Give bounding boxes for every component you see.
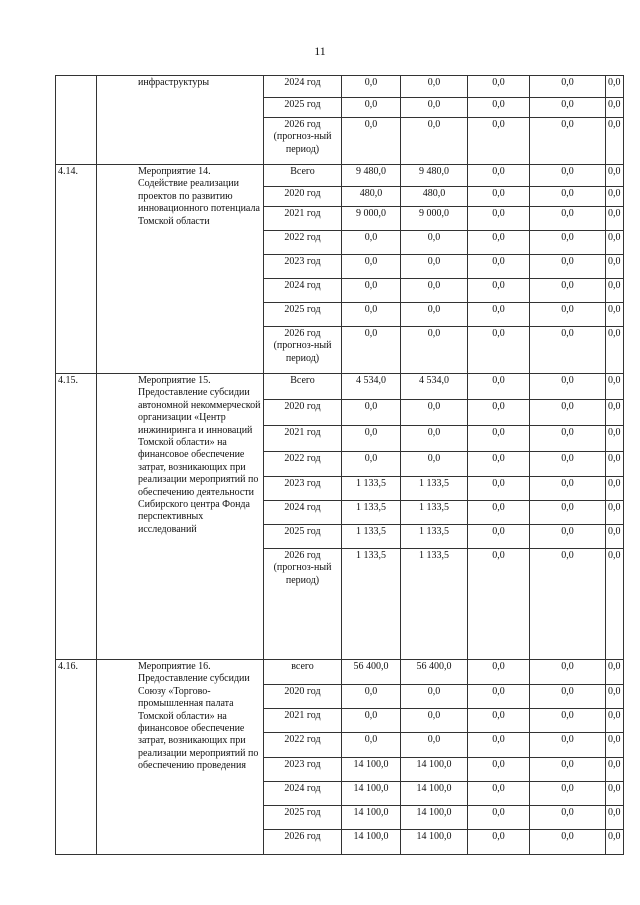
- value-cell: 0,0: [530, 279, 606, 303]
- period-cell: 2025 год: [264, 525, 342, 549]
- value-cell: 0,0: [342, 327, 401, 374]
- value-cell: 0,0: [401, 231, 468, 255]
- period-cell: 2024 год: [264, 279, 342, 303]
- value-cell: 0,0: [468, 660, 530, 685]
- value-cell: 0,0: [606, 549, 624, 660]
- value-cell: 0,0: [530, 374, 606, 400]
- value-cell: 0,0: [606, 830, 624, 855]
- value-cell: 0,0: [468, 501, 530, 525]
- period-cell: 2025 год: [264, 98, 342, 118]
- period-cell: 2025 год: [264, 303, 342, 327]
- value-cell: 0,0: [468, 255, 530, 279]
- value-cell: 0,0: [606, 279, 624, 303]
- item-description: Мероприятие 16. Предоставление субсидии Союзу «Торгово-промышленная палата Томской области» на финансовое обеспечение затрат, возникающих при реализации мероприятий по обеспечению проведения: [97, 660, 264, 855]
- value-cell: 0,0: [468, 400, 530, 426]
- value-cell: 0,0: [530, 98, 606, 118]
- value-cell: 0,0: [530, 782, 606, 806]
- value-cell: 0,0: [401, 733, 468, 758]
- value-cell: 0,0: [530, 452, 606, 477]
- value-cell: 0,0: [606, 187, 624, 207]
- value-cell: 0,0: [530, 400, 606, 426]
- value-cell: 0,0: [606, 660, 624, 685]
- item-number: [56, 76, 97, 165]
- value-cell: 0,0: [468, 525, 530, 549]
- value-cell: 0,0: [468, 426, 530, 452]
- value-cell: 0,0: [530, 685, 606, 709]
- value-cell: 14 100,0: [401, 830, 468, 855]
- value-cell: 0,0: [606, 76, 624, 98]
- value-cell: 0,0: [468, 76, 530, 98]
- value-cell: 0,0: [342, 426, 401, 452]
- value-cell: 9 480,0: [401, 165, 468, 187]
- value-cell: 0,0: [468, 709, 530, 733]
- value-cell: 0,0: [606, 374, 624, 400]
- value-cell: 56 400,0: [342, 660, 401, 685]
- value-cell: 0,0: [468, 685, 530, 709]
- value-cell: 0,0: [530, 426, 606, 452]
- period-cell: Всего: [264, 374, 342, 400]
- value-cell: 0,0: [606, 525, 624, 549]
- period-cell: 2023 год: [264, 758, 342, 782]
- value-cell: 0,0: [530, 660, 606, 685]
- value-cell: 14 100,0: [401, 806, 468, 830]
- item-number: 4.16.: [56, 660, 97, 855]
- value-cell: 9 000,0: [401, 207, 468, 231]
- period-cell: 2022 год: [264, 452, 342, 477]
- value-cell: 0,0: [606, 501, 624, 525]
- value-cell: 56 400,0: [401, 660, 468, 685]
- value-cell: 0,0: [530, 806, 606, 830]
- value-cell: 0,0: [468, 452, 530, 477]
- value-cell: 0,0: [606, 806, 624, 830]
- value-cell: 1 133,5: [342, 477, 401, 501]
- value-cell: 0,0: [342, 76, 401, 98]
- value-cell: 0,0: [342, 709, 401, 733]
- table-row: [56, 76, 624, 98]
- value-cell: 0,0: [530, 303, 606, 327]
- value-cell: 1 133,5: [401, 501, 468, 525]
- value-cell: 0,0: [530, 118, 606, 165]
- value-cell: 0,0: [468, 477, 530, 501]
- value-cell: 14 100,0: [342, 758, 401, 782]
- value-cell: 0,0: [342, 733, 401, 758]
- value-cell: 0,0: [342, 118, 401, 165]
- item-description: Мероприятие 14. Содействие реализации проектов по развитию инновационного потенциала Томской области: [97, 165, 264, 374]
- value-cell: 0,0: [606, 327, 624, 374]
- value-cell: 1 133,5: [342, 501, 401, 525]
- value-cell: 0,0: [530, 549, 606, 660]
- value-cell: 0,0: [468, 303, 530, 327]
- table-body: [56, 76, 624, 855]
- value-cell: 0,0: [530, 187, 606, 207]
- value-cell: 0,0: [342, 98, 401, 118]
- value-cell: 1 133,5: [401, 477, 468, 501]
- page-number: 11: [314, 44, 326, 58]
- value-cell: 0,0: [606, 782, 624, 806]
- period-cell: всего: [264, 660, 342, 685]
- value-cell: 0,0: [606, 685, 624, 709]
- value-cell: 0,0: [401, 255, 468, 279]
- value-cell: 480,0: [342, 187, 401, 207]
- value-cell: 0,0: [342, 255, 401, 279]
- budget-table: [55, 75, 624, 855]
- value-cell: 0,0: [401, 98, 468, 118]
- value-cell: 0,0: [530, 165, 606, 187]
- value-cell: 0,0: [530, 525, 606, 549]
- value-cell: 0,0: [468, 98, 530, 118]
- value-cell: 0,0: [401, 118, 468, 165]
- period-cell: 2020 год: [264, 685, 342, 709]
- period-cell: 2022 год: [264, 733, 342, 758]
- value-cell: 1 133,5: [342, 525, 401, 549]
- value-cell: 0,0: [342, 452, 401, 477]
- value-cell: 0,0: [401, 400, 468, 426]
- value-cell: 4 534,0: [401, 374, 468, 400]
- period-cell: 2026 год (прогноз-ный период): [264, 549, 342, 660]
- item-description: Мероприятие 15. Предоставление субсидии автономной некоммерческой организации «Центр инжиниринга и инноваций Томской области» на финансовое обеспечение затрат, возникающих при реализации мероприятий по обеспечению деятельности Сибирского центра Фонда перспективных исследований: [97, 374, 264, 660]
- value-cell: 0,0: [530, 255, 606, 279]
- value-cell: 0,0: [606, 426, 624, 452]
- value-cell: 0,0: [606, 477, 624, 501]
- value-cell: 0,0: [468, 187, 530, 207]
- value-cell: 0,0: [606, 165, 624, 187]
- table-row: [56, 165, 624, 187]
- value-cell: 4 534,0: [342, 374, 401, 400]
- value-cell: 0,0: [468, 374, 530, 400]
- period-cell: 2026 год (прогноз-ный период): [264, 118, 342, 165]
- period-cell: 2023 год: [264, 255, 342, 279]
- value-cell: 0,0: [468, 782, 530, 806]
- period-cell: 2021 год: [264, 426, 342, 452]
- value-cell: 0,0: [342, 685, 401, 709]
- value-cell: 0,0: [468, 207, 530, 231]
- item-number: 4.15.: [56, 374, 97, 660]
- value-cell: 0,0: [468, 279, 530, 303]
- period-cell: 2021 год: [264, 207, 342, 231]
- period-cell: 2026 год (прогноз-ный период): [264, 327, 342, 374]
- value-cell: 0,0: [530, 758, 606, 782]
- value-cell: 0,0: [530, 709, 606, 733]
- value-cell: 0,0: [468, 231, 530, 255]
- value-cell: 0,0: [468, 830, 530, 855]
- value-cell: 0,0: [530, 733, 606, 758]
- value-cell: 0,0: [530, 327, 606, 374]
- value-cell: 0,0: [401, 76, 468, 98]
- value-cell: 0,0: [468, 549, 530, 660]
- value-cell: 0,0: [468, 806, 530, 830]
- value-cell: 0,0: [468, 758, 530, 782]
- value-cell: 14 100,0: [342, 782, 401, 806]
- value-cell: 14 100,0: [401, 782, 468, 806]
- value-cell: 0,0: [401, 327, 468, 374]
- value-cell: 0,0: [401, 303, 468, 327]
- period-cell: 2026 год: [264, 830, 342, 855]
- value-cell: 0,0: [401, 452, 468, 477]
- value-cell: 14 100,0: [342, 830, 401, 855]
- value-cell: 14 100,0: [401, 758, 468, 782]
- value-cell: 0,0: [530, 830, 606, 855]
- value-cell: 0,0: [530, 231, 606, 255]
- value-cell: 0,0: [606, 255, 624, 279]
- period-cell: 2024 год: [264, 501, 342, 525]
- period-cell: 2024 год: [264, 76, 342, 98]
- value-cell: 0,0: [401, 426, 468, 452]
- period-cell: 2024 год: [264, 782, 342, 806]
- value-cell: 1 133,5: [401, 549, 468, 660]
- period-cell: 2023 год: [264, 477, 342, 501]
- value-cell: 9 480,0: [342, 165, 401, 187]
- period-cell: 2020 год: [264, 187, 342, 207]
- table-row: [56, 374, 624, 400]
- value-cell: 0,0: [606, 452, 624, 477]
- value-cell: 0,0: [468, 733, 530, 758]
- value-cell: 0,0: [468, 118, 530, 165]
- period-cell: 2025 год: [264, 806, 342, 830]
- period-cell: Всего: [264, 165, 342, 187]
- value-cell: 0,0: [342, 303, 401, 327]
- value-cell: 0,0: [530, 207, 606, 231]
- value-cell: 0,0: [606, 303, 624, 327]
- value-cell: 0,0: [468, 165, 530, 187]
- value-cell: 0,0: [606, 207, 624, 231]
- value-cell: 0,0: [530, 477, 606, 501]
- period-cell: 2022 год: [264, 231, 342, 255]
- value-cell: 0,0: [606, 709, 624, 733]
- value-cell: 0,0: [606, 98, 624, 118]
- value-cell: 0,0: [468, 327, 530, 374]
- value-cell: 0,0: [342, 279, 401, 303]
- value-cell: 0,0: [342, 231, 401, 255]
- value-cell: 1 133,5: [342, 549, 401, 660]
- period-cell: 2021 год: [264, 709, 342, 733]
- value-cell: 0,0: [606, 231, 624, 255]
- period-cell: 2020 год: [264, 400, 342, 426]
- value-cell: 0,0: [401, 685, 468, 709]
- value-cell: 0,0: [606, 758, 624, 782]
- table-row: [56, 660, 624, 685]
- value-cell: 0,0: [401, 709, 468, 733]
- value-cell: 0,0: [606, 400, 624, 426]
- value-cell: 0,0: [342, 400, 401, 426]
- item-description: инфраструктуры: [97, 76, 264, 165]
- item-number: 4.14.: [56, 165, 97, 374]
- value-cell: 0,0: [606, 118, 624, 165]
- value-cell: 1 133,5: [401, 525, 468, 549]
- value-cell: 0,0: [606, 733, 624, 758]
- value-cell: 14 100,0: [342, 806, 401, 830]
- value-cell: 0,0: [530, 76, 606, 98]
- value-cell: 480,0: [401, 187, 468, 207]
- value-cell: 0,0: [530, 501, 606, 525]
- value-cell: 9 000,0: [342, 207, 401, 231]
- value-cell: 0,0: [401, 279, 468, 303]
